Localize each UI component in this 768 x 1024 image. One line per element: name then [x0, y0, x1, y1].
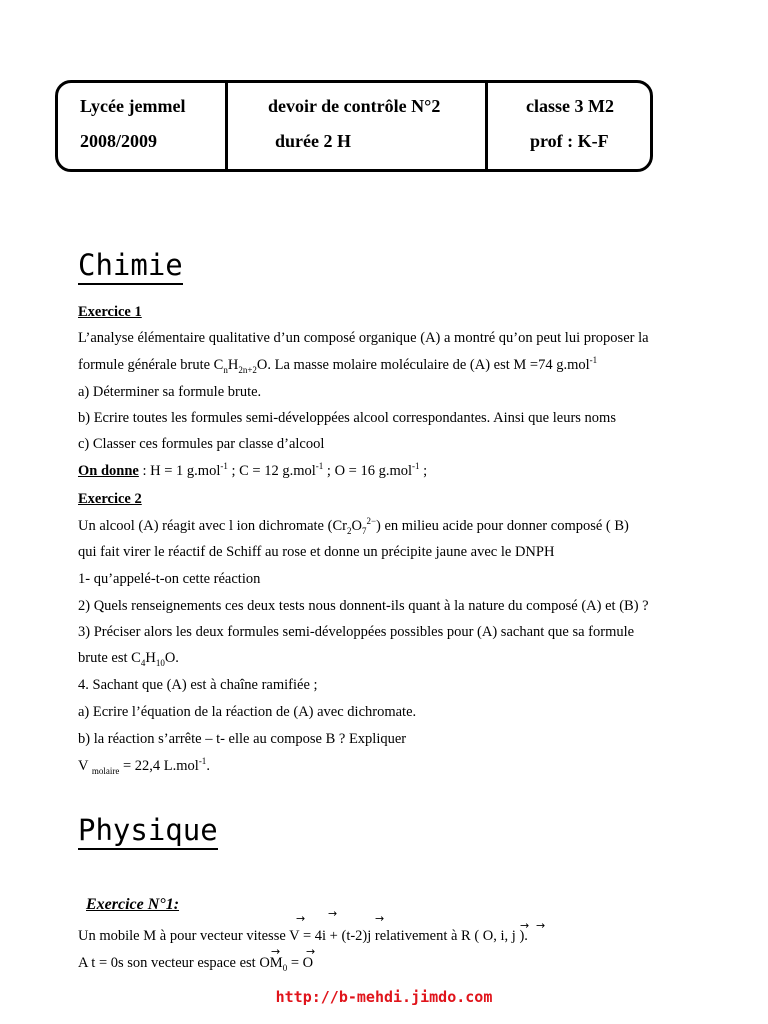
text: ; O = 16 g.mol	[323, 463, 413, 479]
physique-ex1-line1: Un mobile M à pour vecteur vitesse V = 4i + (t-2)j relativement à R ( O, i, j ).	[78, 928, 528, 944]
text: A t = 0s son vecteur espace est OM	[78, 955, 283, 971]
subscript: 4	[140, 657, 146, 668]
chimie-ex2-q4b: b) la réaction s’arrête – t- elle au compose B ? Expliquer	[78, 731, 407, 747]
chimie-ex2-q3: 3) Préciser alors les deux formules semi-développées possibles pour (A) sachant que sa formule	[78, 624, 635, 640]
superscript: -1	[589, 355, 598, 366]
chimie-ex1-title: Exercice 1	[78, 304, 142, 320]
subscript: 7	[361, 525, 367, 536]
chimie-ex1-given	[78, 462, 427, 480]
chimie-ex2-q1: 1- qu’appelé-t-on cette réaction	[78, 571, 261, 587]
text: H	[227, 357, 239, 373]
chimie-ex2-title: Exercice 2	[78, 491, 142, 507]
vector-arrow-icon: →	[271, 945, 281, 958]
header-divider-1	[225, 83, 228, 169]
vector-arrow-icon: →	[328, 907, 338, 920]
text: H	[145, 650, 156, 666]
chimie-ex1-qc: c) Classer ces formules par classe d’alcool	[78, 436, 325, 452]
header-box	[55, 80, 653, 172]
text: .	[206, 758, 210, 774]
physique-ex1-title: Exercice N°1:	[86, 896, 180, 913]
text: ;	[419, 463, 428, 479]
text: formule générale brute C	[78, 357, 224, 373]
footer-website-link[interactable]: http://b-mehdi.jimdo.com	[275, 988, 493, 1006]
chimie-ex2-q3b	[78, 649, 179, 667]
subscript: 2n+2	[238, 364, 257, 375]
chimie-ex2-q2: 2) Quels renseignements ces deux tests nous donnent-ils quant à la nature du composé (A) et (B) ?	[78, 598, 649, 614]
given-label: On donne	[78, 463, 139, 479]
chimie-ex2-q4: 4. Sachant que (A) est à chaîne ramifiée ;	[78, 677, 318, 693]
text: Un alcool (A) réagit avec l ion dichromate (Cr	[78, 518, 347, 534]
chimie-ex1-qb: b) Ecrire toutes les formules semi-développées alcool correspondantes. Ainsi que leurs noms	[78, 410, 616, 426]
subscript: molaire	[91, 765, 120, 776]
text: ; C = 12 g.mol	[227, 463, 316, 479]
text: O.	[164, 650, 179, 666]
vector-arrow-icon: →	[306, 945, 316, 958]
subscript: n	[223, 364, 228, 375]
subscript: 0	[282, 962, 288, 973]
superscript: -1	[412, 461, 420, 472]
superscript: -1	[198, 756, 207, 767]
header-school: Lycée jemmel	[80, 96, 186, 116]
text: : H = 1 g.mol	[138, 463, 221, 479]
chimie-ex1-line1: L’analyse élémentaire qualitative d’un composé organique (A) a montré qu’on peut lui proposer la	[78, 330, 649, 346]
header-year: 2008/2009	[80, 131, 158, 151]
chimie-ex2-q4a: a) Ecrire l’équation de la réaction de (A) avec dichromate.	[78, 704, 417, 720]
vector-arrow-icon: →	[520, 919, 530, 932]
header-duration: durée 2 H	[275, 131, 351, 151]
subscript: 10	[155, 657, 165, 668]
superscript: -1	[220, 461, 228, 472]
header-divider-2	[485, 83, 488, 169]
header-class: classe 3 M2	[526, 96, 614, 116]
chimie-ex1-qa: a) Déterminer sa formule brute.	[78, 384, 262, 400]
text: O	[351, 518, 362, 534]
text: V	[78, 758, 92, 774]
vector-arrow-icon: →	[296, 912, 306, 925]
chimie-ex2-line2: qui fait virer le réactif de Schiff au rose et donne un précipite jaune avec le DNPH	[78, 544, 555, 560]
vector-arrow-icon: →	[375, 912, 385, 925]
chimie-ex1-line2	[78, 356, 597, 374]
vector-arrow-icon: →	[536, 919, 546, 932]
physique-title: Physique	[78, 813, 218, 850]
text: = 22,4 L.mol	[119, 758, 199, 774]
superscript: -1	[315, 461, 324, 472]
superscript: 2−	[366, 516, 377, 527]
header-prof: prof : K-F	[530, 131, 609, 151]
text: ) en milieu acide pour donner composé ( B)	[376, 518, 629, 534]
chimie-ex2-molar-volume	[78, 757, 210, 775]
text: brute est C	[78, 650, 141, 666]
chimie-title: Chimie	[78, 248, 183, 285]
chimie-ex2-line1	[78, 517, 629, 535]
physique-ex1-line2	[78, 954, 313, 972]
text: = O	[287, 955, 314, 971]
text: O. La masse molaire moléculaire de (A) est M =74 g.mol	[256, 357, 590, 373]
subscript: 2	[346, 525, 352, 536]
header-exam: devoir de contrôle N°2	[268, 96, 441, 116]
